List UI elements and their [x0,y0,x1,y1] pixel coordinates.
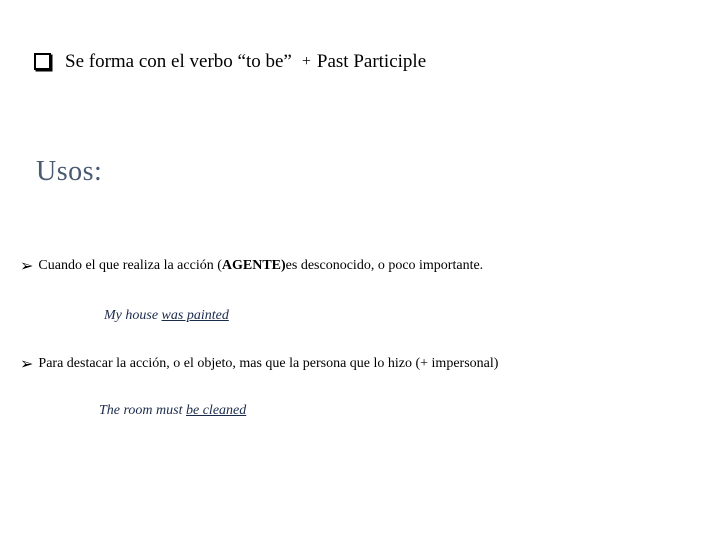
section-title: Usos: [36,156,103,187]
bullet-1-text-before: Cuando el que realiza la acción ( [38,257,222,273]
arrow-bullet-icon: ➢ [20,354,34,373]
bullet-1-bold: AGENTE) [221,257,286,273]
heading-line [34,48,426,76]
example-1-plain: My house [104,308,162,323]
example-2 [99,403,246,419]
example-2-underlined: be cleaned [186,403,247,418]
example-1-underlined: was painted [161,308,229,323]
arrow-bullet-icon: ➢ [20,256,34,275]
heading-text-after: Past Participle [316,51,427,72]
example-1 [104,308,229,324]
example-2-plain: The room must [99,403,186,418]
bullet-item-agent [20,256,483,275]
heading-text-before: Se forma con el verbo “to be” [65,51,292,72]
heading-plus: + [301,53,311,70]
bullet-2-text: Para destacar la acción, o el objeto, mas que la persona que lo hizo (+ impersonal) [38,355,499,371]
bullet-item-emphasis [20,354,498,373]
bullet-1-text-after: es desconocido, o poco importante. [285,257,484,273]
checkbox-icon [34,53,51,70]
